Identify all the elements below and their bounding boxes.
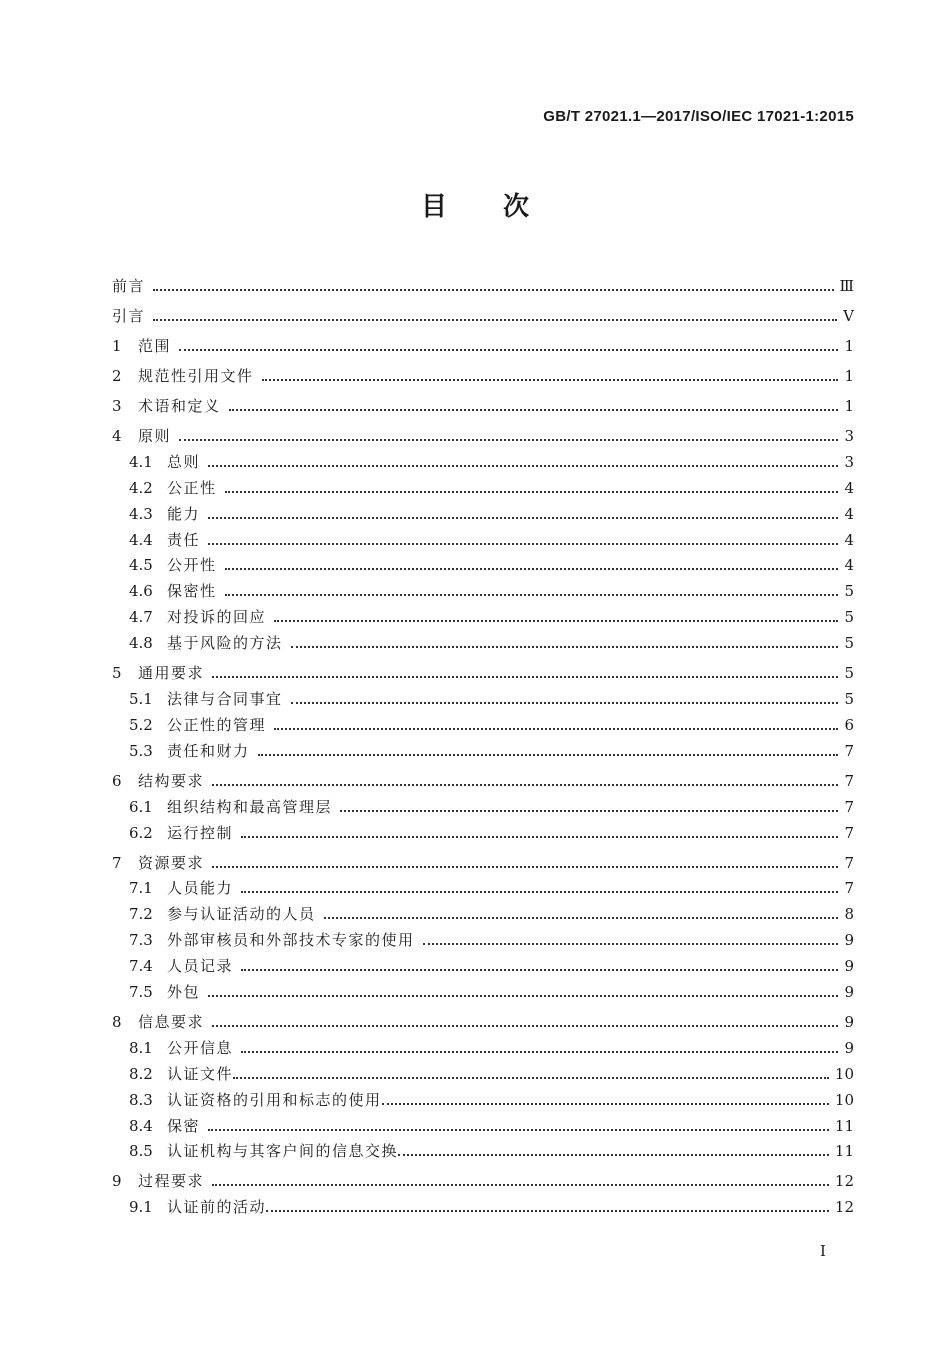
toc-entry-number: 8.3 [129, 1090, 153, 1109]
toc-entry-page: 7 [844, 771, 854, 790]
dot-leader [212, 784, 838, 786]
toc-entry[interactable] [112, 1110, 854, 1136]
toc-entry[interactable] [112, 683, 854, 709]
toc-entry-label: 责任 [167, 530, 201, 549]
toc-entry-page: 10 [834, 1090, 854, 1109]
toc-entry-label: 信息要求 [138, 1013, 205, 1032]
toc-entry-label: 公正性 [167, 478, 217, 497]
dot-leader [241, 891, 838, 893]
toc-entry[interactable] [112, 817, 854, 843]
toc-entry[interactable] [112, 296, 854, 326]
toc-entry-number: 3 [112, 397, 122, 415]
toc-entry-label: 保密性 [167, 582, 217, 601]
toc-entry-page: 5 [844, 690, 854, 709]
toc-entry-label: 认证文件 [167, 1064, 234, 1083]
dot-leader [153, 319, 837, 321]
toc-entry-number: 6 [112, 771, 122, 790]
toc-entry[interactable] [112, 976, 854, 1002]
toc-entry[interactable] [112, 601, 854, 627]
toc-entry[interactable] [112, 843, 854, 873]
toc-entry-label: 责任和财力 [167, 741, 250, 760]
toc-entry[interactable] [112, 386, 854, 416]
dot-leader [423, 943, 838, 945]
toc-entry-label: 通用要求 [138, 664, 205, 683]
toc-entry-page: 4 [844, 504, 854, 523]
toc-entry-label: 基于风险的方法 [167, 634, 283, 653]
page-title: 目次 [420, 192, 585, 222]
toc-entry[interactable] [112, 356, 854, 386]
toc-entry-number: 5.3 [129, 741, 153, 760]
dot-leader [262, 379, 838, 381]
toc-entry-label: 组织结构和最高管理层 [167, 797, 333, 816]
toc-entry[interactable] [112, 761, 854, 791]
toc-entry-label: 外部审核员和外部技术专家的使用 [167, 931, 415, 950]
toc-entry-page: 9 [844, 1038, 854, 1057]
dot-leader [274, 728, 838, 730]
toc-entry-page: 5 [844, 634, 854, 653]
toc-entry-number: 8.1 [129, 1038, 153, 1057]
dot-leader [233, 1077, 829, 1079]
toc-entry-label: 公开信息 [167, 1038, 234, 1057]
dot-leader [212, 676, 838, 678]
toc-entry-page: 11 [834, 1142, 854, 1161]
toc-entry[interactable] [112, 446, 854, 472]
toc-entry[interactable] [112, 524, 854, 550]
toc-entry[interactable] [112, 498, 854, 524]
dot-leader [208, 995, 838, 997]
toc-entry-number: 4.4 [129, 530, 153, 549]
toc-entry-page: 3 [844, 427, 854, 445]
dot-leader [225, 568, 838, 570]
toc-entry-page: 9 [844, 957, 854, 976]
dot-leader [291, 702, 838, 704]
toc-entry[interactable] [112, 950, 854, 976]
toc-entry-label: 运行控制 [167, 823, 234, 842]
dot-leader [179, 439, 838, 441]
toc-entry-page: 3 [844, 452, 854, 471]
toc-entry-page: 7 [844, 741, 854, 760]
toc-entry-number: 6.2 [129, 823, 153, 842]
toc-entry-label: 人员记录 [167, 957, 234, 976]
toc-entry[interactable] [112, 266, 854, 296]
toc-entry[interactable] [112, 575, 854, 601]
toc-entry-page: 4 [844, 478, 854, 497]
toc-entry[interactable] [112, 472, 854, 498]
toc-entry-page: 4 [844, 530, 854, 549]
toc-entry-page: 7 [844, 879, 854, 898]
toc-entry[interactable] [112, 791, 854, 817]
dot-leader [266, 1210, 829, 1212]
toc-entry-page: 5 [844, 582, 854, 601]
toc-entry-page: 7 [844, 797, 854, 816]
dot-leader [212, 1184, 829, 1186]
toc-entry-number: 6.1 [129, 797, 153, 816]
toc-entry-page: 9 [844, 983, 854, 1002]
toc-entry-page: Ⅴ [843, 307, 854, 325]
toc-entry-number: 7.5 [129, 983, 153, 1002]
dot-leader [229, 409, 838, 411]
toc-entry-number: 4.6 [129, 582, 153, 601]
toc-entry[interactable] [112, 735, 854, 761]
dot-leader [179, 349, 838, 351]
toc-entry[interactable] [112, 898, 854, 924]
toc-entry-label: 过程要求 [138, 1172, 205, 1191]
toc-entry-number: 4.1 [129, 452, 153, 471]
toc-entry-label: 参与认证活动的人员 [167, 905, 316, 924]
dot-leader [212, 866, 838, 868]
toc-entry-number: 7.4 [129, 957, 153, 976]
toc-entry-label: 术语和定义 [138, 397, 221, 415]
toc-entry-number: 1 [112, 337, 122, 355]
toc-entry-number: 7.3 [129, 931, 153, 950]
toc-entry-label: 公正性的管理 [167, 715, 267, 734]
toc-entry-label: 结构要求 [138, 771, 205, 790]
toc-entry[interactable] [112, 873, 854, 899]
toc-entry-number: 4.2 [129, 478, 153, 497]
toc-entry-number: 4.3 [129, 504, 153, 523]
toc-entry-page: 4 [844, 556, 854, 575]
dot-leader [258, 754, 838, 756]
toc-entry-label: 公开性 [167, 556, 217, 575]
dot-leader [241, 1051, 838, 1053]
toc-entry-page: 11 [834, 1116, 854, 1135]
toc-entry-label: 对投诉的回应 [167, 608, 267, 627]
dot-leader [208, 517, 838, 519]
dot-leader [340, 810, 838, 812]
toc-entry-page: Ⅲ [839, 277, 854, 295]
toc-entry[interactable] [112, 709, 854, 735]
toc-entry-label: 总则 [167, 452, 201, 471]
dot-leader [225, 491, 838, 493]
dot-leader [291, 646, 838, 648]
toc-entry-label: 人员能力 [167, 879, 234, 898]
toc-entry-number: 5.2 [129, 715, 153, 734]
toc-entry[interactable] [112, 1032, 854, 1058]
toc-entry-label: 规范性引用文件 [138, 367, 254, 385]
dot-leader [324, 917, 838, 919]
toc-entry-label: 原则 [138, 427, 172, 445]
toc-entry-number: 9.1 [129, 1198, 153, 1217]
page-number: I [820, 1242, 826, 1260]
toc-entry-number: 5.1 [129, 690, 153, 709]
toc-entry-number: 8.2 [129, 1064, 153, 1083]
toc-entry-page: 10 [834, 1064, 854, 1083]
toc-entry-page: 7 [844, 853, 854, 872]
toc-entry-number: 4.8 [129, 634, 153, 653]
toc-entry-label: 认证机构与其客户间的信息交换 [167, 1142, 399, 1161]
dot-leader [208, 1129, 829, 1131]
toc-entry-page: 7 [844, 823, 854, 842]
toc-entry-number: 5 [112, 664, 122, 683]
toc-entry[interactable] [112, 550, 854, 576]
toc-entry[interactable] [112, 924, 854, 950]
toc-entry[interactable] [112, 1058, 854, 1084]
toc-entry[interactable] [112, 326, 854, 356]
toc-entry-label: 资源要求 [138, 853, 205, 872]
toc-entry-page: 5 [844, 664, 854, 683]
toc-entry[interactable] [112, 1191, 854, 1217]
toc-entry[interactable] [112, 1161, 854, 1191]
dot-leader [208, 543, 838, 545]
toc-entry-number: 7 [112, 853, 122, 872]
toc-entry-number: 4 [112, 427, 122, 445]
toc-entry-page: 12 [834, 1198, 854, 1217]
toc-entry[interactable] [112, 627, 854, 653]
toc-entry-label: 保密 [167, 1116, 201, 1135]
toc-entry-label: 引言 [112, 307, 146, 325]
toc-entry-label: 能力 [167, 504, 201, 523]
dot-leader [208, 465, 838, 467]
toc-entry-page: 8 [844, 905, 854, 924]
dot-leader [398, 1154, 829, 1156]
toc-entry-page: 1 [844, 397, 854, 415]
dot-leader [274, 620, 838, 622]
toc-entry-number: 8.4 [129, 1116, 153, 1135]
toc-entry-number: 9 [112, 1172, 122, 1191]
toc-entry-label: 外包 [167, 983, 201, 1002]
toc-entry-label: 认证前的活动 [167, 1198, 267, 1217]
toc-entry-number: 8.5 [129, 1142, 153, 1161]
toc-entry[interactable] [112, 1136, 854, 1162]
toc-entry[interactable] [112, 653, 854, 683]
dot-leader [225, 594, 838, 596]
table-of-contents [112, 266, 854, 1217]
toc-entry[interactable] [112, 1084, 854, 1110]
toc-entry-label: 前言 [112, 277, 146, 295]
toc-entry-page: 12 [834, 1172, 854, 1191]
dot-leader [382, 1103, 829, 1105]
dot-leader [153, 289, 834, 291]
toc-entry-page: 1 [844, 367, 854, 385]
toc-entry-page: 5 [844, 608, 854, 627]
toc-entry-page: 6 [844, 715, 854, 734]
toc-entry-label: 范围 [138, 337, 172, 355]
standard-code: GB/T 27021.1—2017/ISO/IEC 17021-1:2015 [543, 108, 854, 125]
toc-entry-number: 7.1 [129, 879, 153, 898]
dot-leader [212, 1025, 838, 1027]
dot-leader [241, 969, 838, 971]
toc-entry[interactable] [112, 416, 854, 446]
toc-entry-page: 9 [844, 1013, 854, 1032]
toc-entry-number: 4.7 [129, 608, 153, 627]
toc-entry-page: 9 [844, 931, 854, 950]
toc-entry-number: 2 [112, 367, 122, 385]
toc-entry-page: 1 [844, 337, 854, 355]
toc-entry-number: 7.2 [129, 905, 153, 924]
dot-leader [241, 836, 838, 838]
toc-entry-label: 法律与合同事宜 [167, 690, 283, 709]
toc-entry[interactable] [112, 1002, 854, 1032]
toc-entry-label: 认证资格的引用和标志的使用 [167, 1090, 382, 1109]
toc-entry-number: 4.5 [129, 556, 153, 575]
toc-entry-number: 8 [112, 1013, 122, 1032]
